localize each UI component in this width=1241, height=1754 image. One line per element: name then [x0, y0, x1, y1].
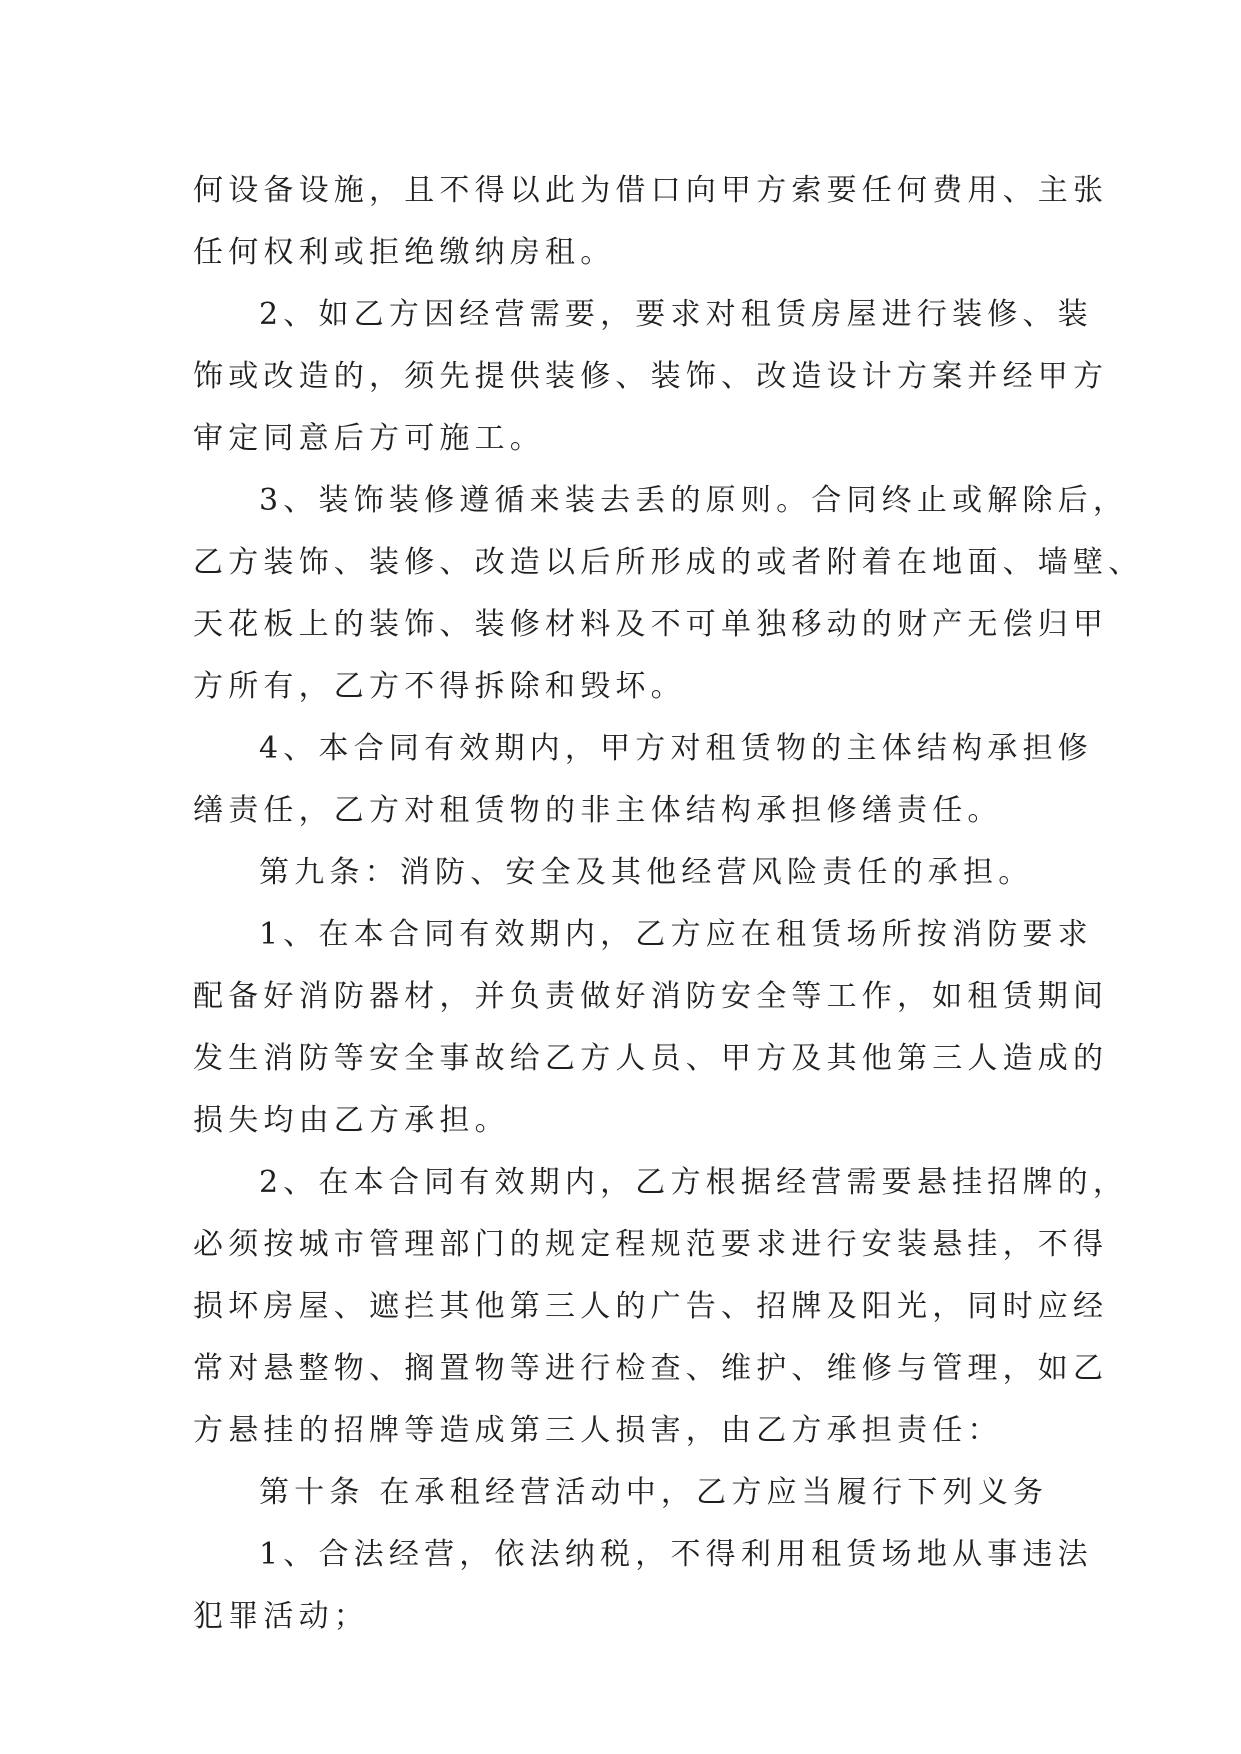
text-line: 第九条：消防、安全及其他经营风险责任的承担。	[259, 855, 1034, 890]
text-line: 损坏房屋、遮拦其他第三人的广告、招牌及阳光，同时应经	[193, 1289, 1109, 1324]
text-line: 犯罪活动；	[193, 1599, 369, 1634]
text-line: 1、合法经营，依法纳税，不得利用租赁场地从事违法	[259, 1537, 1093, 1572]
text-line: 4、本合同有效期内，甲方对租赁物的主体结构承担修	[259, 731, 1093, 766]
text-line: 何设备设施，且不得以此为借口向甲方索要任何费用、主张	[193, 173, 1109, 208]
text-line: 第十条 在承租经营活动中，乙方应当履行下列义务	[259, 1475, 1049, 1510]
text-line: 饰或改造的，须先提供装修、装饰、改造设计方案并经甲方	[193, 359, 1109, 394]
text-line: 1、在本合同有效期内，乙方应在租赁场所按消防要求	[259, 917, 1093, 952]
text-line: 缮责任，乙方对租赁物的非主体结构承担修缮责任。	[193, 793, 1003, 828]
text-line: 发生消防等安全事故给乙方人员、甲方及其他第三人造成的	[193, 1041, 1109, 1076]
contract-body-text	[193, 160, 1144, 1648]
text-line: 2、如乙方因经营需要，要求对租赁房屋进行装修、装	[259, 297, 1093, 332]
text-line: 天花板上的装饰、装修材料及不可单独移动的财产无偿归甲	[193, 607, 1109, 642]
text-line: 方悬挂的招牌等造成第三人损害，由乙方承担责任：	[193, 1413, 1003, 1448]
text-line: 审定同意后方可施工。	[193, 421, 545, 456]
text-line: 方所有，乙方不得拆除和毁坏。	[193, 669, 686, 704]
text-line: 必须按城市管理部门的规定程规范要求进行安装悬挂，不得	[193, 1227, 1109, 1262]
text-line: 2、在本合同有效期内，乙方根据经营需要悬挂招牌的，	[259, 1165, 1129, 1200]
text-line: 任何权利或拒绝缴纳房租。	[193, 235, 616, 270]
text-line: 配备好消防器材，并负责做好消防安全等工作，如租赁期间	[193, 979, 1109, 1014]
text-line: 损失均由乙方承担。	[193, 1103, 510, 1138]
text-line: 乙方装饰、装修、改造以后所形成的或者附着在地面、墙壁、	[193, 545, 1144, 580]
text-line: 常对悬整物、搁置物等进行检查、维护、维修与管理，如乙	[193, 1351, 1109, 1386]
text-line: 3、装饰装修遵循来装去丢的原则。合同终止或解除后，	[259, 483, 1129, 518]
